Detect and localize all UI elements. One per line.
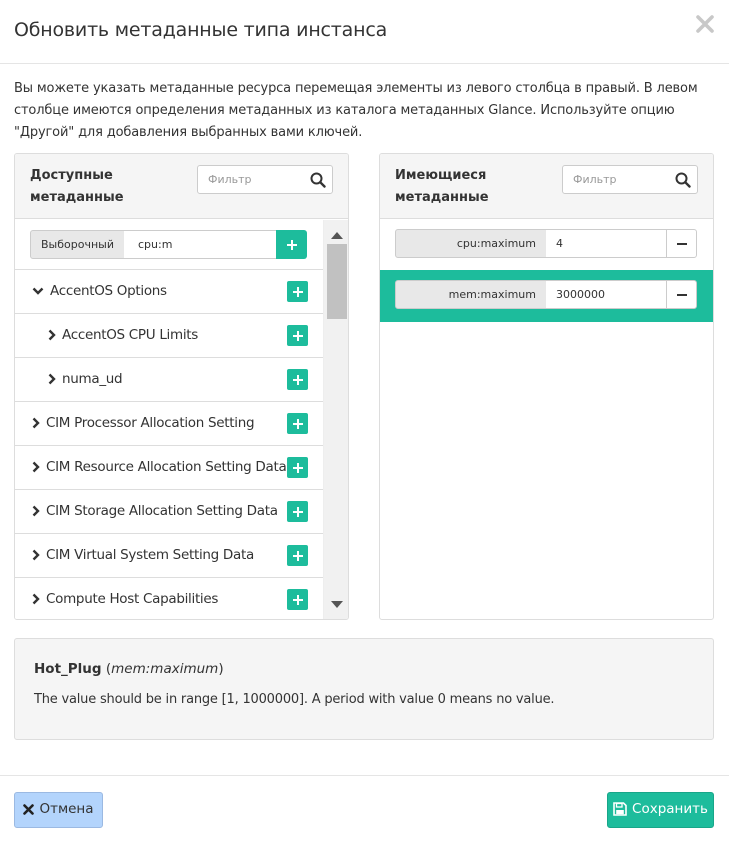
available-filter (197, 165, 333, 194)
chevron-right-icon[interactable] (30, 549, 42, 561)
existing-panel-header (380, 154, 713, 219)
add-button[interactable] (287, 325, 308, 346)
list-item[interactable] (15, 578, 323, 619)
chevron-right-icon[interactable] (30, 417, 42, 429)
chevron-right-icon[interactable] (46, 373, 58, 385)
list-item-label: AccentOS CPU Limits (62, 327, 199, 343)
intro-text: Вы можете указать метаданные ресурса перемещая элементы из левого столбца в правый. В левом столбце имеются определения метаданных из каталога метаданных Glance. Используйте опцию "Другой" для добавления выбранных вами ключей. (14, 81, 698, 140)
list-item[interactable] (15, 402, 323, 446)
list-item-label: CIM Virtual System Setting Data (46, 547, 254, 563)
existing-item-value-input[interactable] (546, 229, 667, 258)
available-list (15, 220, 323, 619)
existing-filter-input[interactable] (563, 166, 667, 193)
plus-icon (293, 287, 303, 297)
minus-icon (677, 294, 687, 296)
add-button[interactable] (287, 413, 308, 434)
list-item[interactable] (15, 358, 323, 402)
list-item[interactable] (15, 534, 323, 578)
modal-title: Обновить метаданные типа инстанса (14, 19, 388, 41)
existing-filter (562, 165, 698, 194)
list-item-label: CIM Storage Allocation Setting Data (46, 503, 278, 519)
chevron-down-icon[interactable] (32, 285, 44, 297)
add-button[interactable] (287, 545, 308, 566)
save-button[interactable] (607, 792, 714, 828)
chevron-right-icon[interactable] (30, 593, 42, 605)
scroll-up-arrow-icon[interactable] (331, 232, 343, 239)
list-item[interactable] (15, 270, 323, 314)
list-item[interactable] (15, 490, 323, 534)
list-item[interactable] (15, 446, 323, 490)
existing-item-key: cpu:maximum (395, 229, 547, 258)
modal-footer (0, 775, 729, 842)
list-item-label: Compute Host Capabilities (46, 591, 219, 607)
remove-button[interactable] (666, 229, 697, 258)
available-panel-title: Доступные метаданные (30, 168, 124, 205)
list-item-label: CIM Processor Allocation Setting (46, 415, 255, 431)
scroll-thumb[interactable] (327, 244, 347, 319)
custom-metadata-row (15, 220, 323, 270)
custom-label: Выборочный (30, 230, 125, 259)
floppy-disk-icon (613, 802, 627, 816)
scroll-down-arrow-icon[interactable] (331, 601, 343, 608)
existing-item-active[interactable] (380, 270, 713, 322)
list-item-label: CIM Resource Allocation Setting Data (46, 459, 287, 475)
existing-metadata-panel (379, 153, 714, 620)
plus-icon (293, 507, 303, 517)
metadata-info-box (14, 638, 714, 740)
plus-icon (287, 240, 297, 250)
cancel-button[interactable] (14, 792, 103, 828)
existing-item[interactable] (380, 219, 713, 271)
save-label: Сохранить (632, 800, 708, 817)
cancel-label: Отмена (39, 801, 94, 818)
info-key: mem:maximum (111, 661, 219, 677)
list-item-label: AccentOS Options (50, 283, 167, 299)
info-name: Hot_Plug (34, 661, 102, 677)
plus-icon (293, 419, 303, 429)
chevron-right-icon[interactable] (30, 461, 42, 473)
close-icon[interactable] (695, 14, 715, 34)
add-button[interactable] (287, 281, 308, 302)
modal-header (0, 0, 729, 64)
info-title: Hot_Plug (mem:maximum) (34, 661, 224, 677)
plus-icon (293, 595, 303, 605)
plus-icon (293, 551, 303, 561)
remove-button[interactable] (666, 280, 697, 309)
custom-key-input[interactable] (124, 230, 277, 259)
add-button[interactable] (287, 501, 308, 522)
existing-panel-title: Имеющиеся метаданные (395, 168, 489, 205)
plus-icon (293, 463, 303, 473)
plus-icon (293, 331, 303, 341)
custom-add-button[interactable] (276, 230, 307, 259)
search-icon[interactable] (310, 172, 326, 188)
close-icon (23, 804, 34, 815)
existing-item-value-input[interactable] (546, 280, 667, 309)
add-button[interactable] (287, 457, 308, 478)
list-item-label: numa_ud (62, 371, 123, 387)
plus-icon (293, 375, 303, 385)
available-filter-input[interactable] (198, 166, 302, 193)
list-item[interactable] (15, 314, 323, 358)
add-button[interactable] (287, 369, 308, 390)
info-description: The value should be in range [1, 1000000]. A period with value 0 means no value. (34, 692, 555, 707)
available-panel-header (15, 154, 348, 219)
scrollbar[interactable] (323, 220, 349, 619)
chevron-right-icon[interactable] (46, 329, 58, 341)
available-metadata-panel (14, 153, 349, 620)
minus-icon (677, 243, 687, 245)
add-button[interactable] (287, 589, 308, 610)
chevron-right-icon[interactable] (30, 505, 42, 517)
existing-item-key: mem:maximum (395, 280, 547, 309)
search-icon[interactable] (675, 172, 691, 188)
